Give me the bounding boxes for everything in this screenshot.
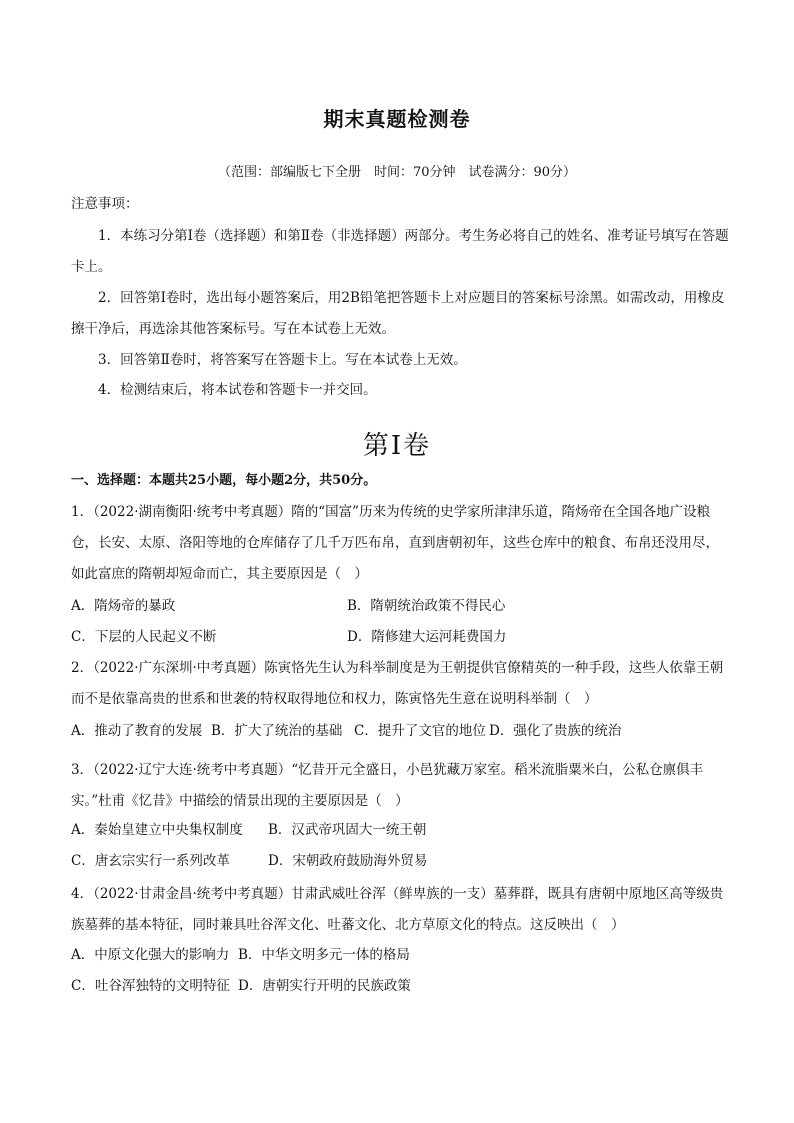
option-c: C．提升了文官的地位: [354, 723, 486, 739]
part-intro: 一、选择题：本题共25小题，每小题2分，共50分。: [71, 473, 377, 488]
question-4-stem: 4．（2022·甘肃金昌·统考中考真题）甘肃武威吐谷浑（鲜卑族的一支）墓葬群，既具有唐朝中原地区高等级贵族墓葬的基本特征，同时兼具吐谷浑文化、吐蕃文化、北方草原文化的特点。这反映出（ ）: [71, 886, 724, 933]
notice-item-2: 2．回答第Ⅰ卷时，选出每小题答案后，用2B铅笔把答题卡上对应题目的答案标号涂黑。如需改动，用橡皮擦干净后，再选涂其他答案标号。写在本试卷上无效。: [71, 290, 725, 337]
option-b: B．中华文明多元一体的格局: [238, 947, 410, 963]
option-a: A．中原文化强大的影响力: [71, 947, 230, 963]
question-3-options-row-2: [71, 846, 731, 877]
question-3-options: [71, 815, 731, 846]
notice-item-4: 4．检测结束后，将本试卷和答题卡一并交回。: [98, 382, 377, 398]
page-title: 期末真题检测卷: [323, 107, 471, 131]
option-a: A．秦始皇建立中央集权制度: [71, 822, 243, 838]
option-c: C．下层的人民起义不断: [71, 629, 217, 645]
question-1-options: [71, 591, 731, 622]
option-d: D．隋修建大运河耗费国力: [347, 629, 507, 645]
notice-heading: 注意事项：: [71, 196, 139, 212]
notice-item-3: 3．回答第Ⅱ卷时，将答案写在答题卡上。写在本试卷上无效。: [98, 352, 467, 368]
notice-item-1: 1．本练习分第Ⅰ卷（选择题）和第Ⅱ卷（非选择题）两部分。考生务必将自己的姓名、准考证号填写在答题卡上。: [71, 228, 729, 275]
question-2-options: [71, 716, 731, 747]
question-2-stem: 2．（2022·广东深圳·中考真题）陈寅恪先生认为科举制度是为王朝提供官僚精英的一种手段，这些人依靠王朝而不是依靠高贵的世系和世袭的特权取得地位和权力，陈寅恪先生意在说明科举制（ ）: [71, 660, 724, 707]
option-c: C．唐玄宗实行一系列改革: [71, 853, 230, 869]
option-b: B．汉武帝巩固大一统王朝: [268, 822, 427, 838]
question-4-options-row-2: [71, 971, 731, 1002]
option-d: D．强化了贵族的统治: [489, 723, 622, 739]
option-d: D．唐朝实行开明的民族政策: [238, 978, 411, 994]
section-title: 第Ⅰ卷: [362, 431, 432, 461]
exam-scope-subtitle: （范围：部编版七下全册 时间：70分钟 试卷满分：90分）: [217, 165, 577, 180]
question-3-stem: 3．（2022·辽宁大连·统考中考真题）“忆昔开元全盛日，小邑犹藏万家室。稻米流脂粟米白，公私仓廪俱丰实。”杜甫《忆昔》中描绘的情景出现的主要原因是（ ）: [71, 762, 704, 809]
question-4-options: [71, 940, 731, 971]
question-1-stem: 1．（2022·湖南衡阳·统考中考真题）隋的“国富”历来为传统的史学家所津津乐道，隋炀帝在全国各地广设粮仓，长安、太原、洛阳等地的仓库储存了几千万匹布帛，直到唐朝初年，这些仓库中的粮食、布帛还没用尽，如此富庶的隋朝却短命而亡，其主要原因是（ ）: [71, 504, 719, 582]
option-c: C．吐谷浑独特的文明特征: [71, 978, 230, 994]
option-a: A．推动了教育的发展: [71, 723, 203, 739]
option-b: B．隋朝统治政策不得民心: [347, 598, 506, 614]
option-d: D．宋朝政府鼓励海外贸易: [268, 853, 428, 869]
option-a: A．隋炀帝的暴政: [71, 598, 176, 614]
option-b: B．扩大了统治的基础: [211, 723, 343, 739]
question-1-options-row-2: [71, 622, 731, 653]
